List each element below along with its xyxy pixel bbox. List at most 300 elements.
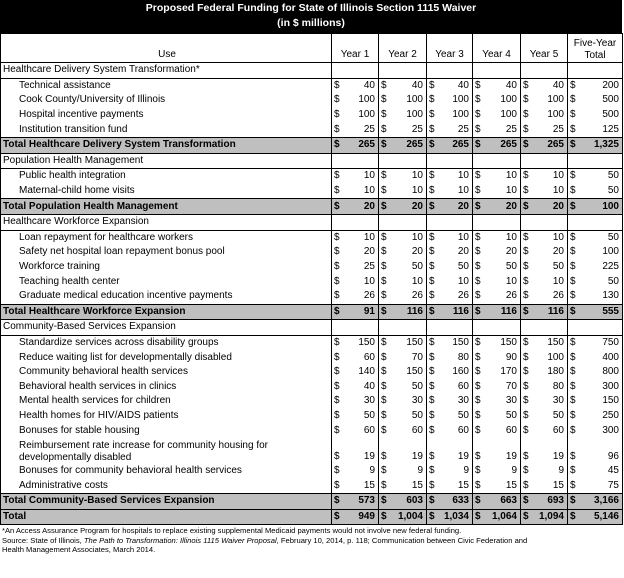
currency-symbol: $: [570, 123, 576, 135]
money-value: [473, 336, 520, 350]
value-cell: [568, 230, 623, 245]
value-cell: [473, 494, 521, 510]
amount: 60: [457, 424, 469, 436]
value-cell: [332, 108, 379, 123]
section-row: [1, 63, 623, 79]
value-cell: [473, 304, 521, 320]
value-cell: [521, 122, 568, 137]
amount: 10: [363, 170, 375, 182]
value-cell: [379, 379, 427, 394]
value-cell: [521, 365, 568, 380]
money-value: [379, 305, 426, 319]
currency-symbol: $: [570, 94, 576, 106]
money-value: [332, 184, 378, 198]
value-cell: [568, 335, 623, 350]
money-value: [379, 108, 426, 122]
value-cell: [332, 350, 379, 365]
section-empty-cell: [568, 153, 623, 169]
amount: 150: [406, 366, 423, 378]
value-cell: [473, 274, 521, 289]
amount: 50: [552, 261, 564, 273]
value-cell: [332, 478, 379, 493]
header-year-2: Year 2: [379, 34, 427, 63]
value-cell: [521, 438, 568, 464]
currency-symbol: $: [475, 79, 481, 91]
grand-total-row: [1, 509, 623, 525]
row-label: Reduce waiting list for developmentally disabled: [1, 350, 332, 365]
value-cell: [427, 108, 473, 123]
money-value: [332, 123, 378, 137]
amount: 15: [411, 479, 423, 491]
value-cell: [379, 184, 427, 199]
currency-symbol: $: [429, 510, 435, 522]
currency-symbol: $: [523, 465, 529, 477]
value-cell: [427, 494, 473, 510]
value-cell: [379, 289, 427, 304]
currency-symbol: $: [475, 275, 481, 287]
row-label: Teaching health center: [1, 274, 332, 289]
money-value: [332, 464, 378, 478]
table-row: [1, 478, 623, 493]
money-value: [568, 479, 622, 493]
value-cell: [473, 509, 521, 525]
amount: 60: [411, 424, 423, 436]
value-cell: [473, 169, 521, 184]
currency-symbol: $: [381, 380, 387, 392]
currency-symbol: $: [570, 380, 576, 392]
currency-symbol: $: [523, 275, 529, 287]
currency-symbol: $: [334, 305, 340, 317]
currency-symbol: $: [570, 495, 576, 507]
money-value: [473, 138, 520, 152]
amount: 70: [505, 380, 517, 392]
value-cell: [427, 274, 473, 289]
value-cell: [521, 335, 568, 350]
currency-symbol: $: [334, 170, 340, 182]
amount: 60: [552, 424, 564, 436]
row-label: Workforce training: [1, 260, 332, 275]
money-value: [568, 365, 622, 379]
currency-symbol: $: [475, 495, 481, 507]
amount: 30: [505, 395, 517, 407]
currency-symbol: $: [381, 79, 387, 91]
amount: 60: [363, 424, 375, 436]
amount: 100: [452, 109, 469, 121]
currency-symbol: $: [475, 185, 481, 197]
money-value: [379, 289, 426, 303]
amount: 130: [602, 290, 619, 302]
currency-symbol: $: [334, 424, 340, 436]
money-value: [379, 479, 426, 493]
currency-symbol: $: [475, 465, 481, 477]
row-label: Mental health services for children: [1, 394, 332, 409]
amount: 265: [406, 139, 423, 151]
value-cell: [332, 289, 379, 304]
currency-symbol: $: [475, 290, 481, 302]
money-value: [568, 138, 622, 152]
amount: 125: [602, 123, 619, 135]
section-empty-cell: [332, 153, 379, 169]
value-cell: [332, 260, 379, 275]
table-row: [1, 409, 623, 424]
currency-symbol: $: [523, 380, 529, 392]
row-label: Cook County/University of Illinois: [1, 93, 332, 108]
currency-symbol: $: [475, 170, 481, 182]
amount: 20: [411, 246, 423, 258]
value-cell: [332, 335, 379, 350]
money-value: [521, 424, 567, 438]
value-cell: [379, 438, 427, 464]
currency-symbol: $: [429, 94, 435, 106]
amount: 60: [363, 351, 375, 363]
money-value: [473, 260, 520, 274]
value-cell: [332, 409, 379, 424]
money-value: [521, 380, 567, 394]
currency-symbol: $: [523, 450, 529, 462]
value-cell: [473, 409, 521, 424]
amount: 19: [552, 450, 564, 462]
amount: 20: [363, 246, 375, 258]
value-cell: [521, 494, 568, 510]
value-cell: [332, 423, 379, 438]
currency-symbol: $: [570, 510, 576, 522]
source-line-2: Health Management Associates, March 2014.: [2, 545, 156, 555]
money-value: [379, 169, 426, 183]
currency-symbol: $: [570, 231, 576, 243]
value-cell: [379, 350, 427, 365]
currency-symbol: $: [523, 395, 529, 407]
currency-symbol: $: [523, 424, 529, 436]
money-value: [473, 305, 520, 319]
amount: 50: [505, 409, 517, 421]
currency-symbol: $: [570, 336, 576, 348]
value-cell: [427, 169, 473, 184]
value-cell: [568, 274, 623, 289]
amount: 91: [363, 305, 375, 317]
table-row: [1, 464, 623, 479]
money-value: [427, 231, 472, 245]
value-cell: [427, 365, 473, 380]
value-cell: [427, 184, 473, 199]
value-cell: [427, 199, 473, 215]
section-empty-cell: [521, 214, 568, 230]
currency-symbol: $: [429, 351, 435, 363]
value-cell: [473, 137, 521, 153]
value-cell: [473, 365, 521, 380]
value-cell: [427, 394, 473, 409]
money-value: [521, 479, 567, 493]
currency-symbol: $: [429, 305, 435, 317]
currency-symbol: $: [475, 351, 481, 363]
currency-symbol: $: [334, 246, 340, 258]
title-line-2: (in $ millions): [277, 17, 345, 29]
amount: 100: [602, 200, 619, 212]
section-empty-cell: [332, 63, 379, 79]
money-value: [473, 380, 520, 394]
amount: 265: [452, 139, 469, 151]
currency-symbol: $: [334, 366, 340, 378]
currency-symbol: $: [523, 123, 529, 135]
currency-symbol: $: [570, 424, 576, 436]
value-cell: [521, 304, 568, 320]
amount: 150: [547, 336, 564, 348]
amount: 75: [607, 479, 619, 491]
amount: 1,325: [593, 139, 619, 151]
money-value: [332, 450, 378, 464]
currency-symbol: $: [429, 79, 435, 91]
row-label: Behavioral health services in clinics: [1, 379, 332, 394]
value-cell: [521, 78, 568, 93]
money-value: [332, 169, 378, 183]
amount: 10: [505, 170, 517, 182]
currency-symbol: $: [381, 351, 387, 363]
money-value: [568, 231, 622, 245]
total-row: [1, 199, 623, 215]
amount: 200: [602, 79, 619, 91]
amount: 20: [457, 200, 469, 212]
value-cell: [521, 137, 568, 153]
amount: 60: [505, 424, 517, 436]
money-value: [427, 510, 472, 524]
money-value: [379, 184, 426, 198]
value-cell: [427, 78, 473, 93]
value-cell: [568, 260, 623, 275]
currency-symbol: $: [570, 246, 576, 258]
money-value: [473, 351, 520, 365]
amount: 10: [552, 185, 564, 197]
value-cell: [521, 464, 568, 479]
section-empty-cell: [473, 214, 521, 230]
table-row: [1, 350, 623, 365]
amount: 26: [411, 290, 423, 302]
value-cell: [473, 394, 521, 409]
value-cell: [332, 230, 379, 245]
currency-symbol: $: [570, 366, 576, 378]
money-value: [473, 464, 520, 478]
value-cell: [332, 464, 379, 479]
currency-symbol: $: [523, 479, 529, 491]
currency-symbol: $: [429, 261, 435, 273]
money-value: [332, 479, 378, 493]
currency-symbol: $: [334, 79, 340, 91]
value-cell: [473, 260, 521, 275]
value-cell: [332, 122, 379, 137]
currency-symbol: $: [334, 450, 340, 462]
value-cell: [521, 289, 568, 304]
value-cell: [473, 350, 521, 365]
value-cell: [427, 289, 473, 304]
currency-symbol: $: [475, 336, 481, 348]
amount: 10: [505, 231, 517, 243]
amount: 100: [452, 94, 469, 106]
amount: 40: [457, 79, 469, 91]
value-cell: [473, 438, 521, 464]
money-value: [568, 394, 622, 408]
value-cell: [427, 379, 473, 394]
value-cell: [473, 199, 521, 215]
currency-symbol: $: [475, 305, 481, 317]
currency-symbol: $: [334, 409, 340, 421]
currency-symbol: $: [523, 185, 529, 197]
amount: 100: [358, 109, 375, 121]
amount: 15: [505, 479, 517, 491]
currency-symbol: $: [475, 424, 481, 436]
currency-symbol: $: [475, 139, 481, 151]
money-value: [427, 138, 472, 152]
amount: 20: [552, 246, 564, 258]
currency-symbol: $: [381, 200, 387, 212]
value-cell: [332, 245, 379, 260]
value-cell: [379, 509, 427, 525]
amount: 1,094: [538, 510, 564, 522]
amount: 10: [363, 185, 375, 197]
money-value: [427, 275, 472, 289]
table-row: [1, 245, 623, 260]
money-value: [568, 275, 622, 289]
money-value: [521, 409, 567, 423]
report-title: [0, 0, 622, 33]
value-cell: [379, 464, 427, 479]
value-cell: [332, 169, 379, 184]
money-value: [473, 365, 520, 379]
money-value: [568, 409, 622, 423]
amount: 30: [363, 395, 375, 407]
money-value: [332, 93, 378, 107]
value-cell: [427, 423, 473, 438]
value-cell: [379, 304, 427, 320]
currency-symbol: $: [523, 495, 529, 507]
value-cell: [379, 245, 427, 260]
amount: 265: [358, 139, 375, 151]
money-value: [521, 169, 567, 183]
amount: 10: [505, 275, 517, 287]
value-cell: [521, 230, 568, 245]
currency-symbol: $: [570, 275, 576, 287]
currency-symbol: $: [570, 79, 576, 91]
row-label: Standardize services across disability groups: [1, 335, 332, 350]
money-value: [568, 289, 622, 303]
money-value: [332, 424, 378, 438]
currency-symbol: $: [475, 261, 481, 273]
value-cell: [568, 394, 623, 409]
amount: 50: [457, 261, 469, 273]
value-cell: [568, 509, 623, 525]
amount: 400: [602, 351, 619, 363]
currency-symbol: $: [381, 170, 387, 182]
currency-symbol: $: [381, 275, 387, 287]
money-value: [568, 351, 622, 365]
row-label: Community behavioral health services: [1, 365, 332, 380]
money-value: [473, 231, 520, 245]
amount: 15: [457, 479, 469, 491]
value-cell: [332, 304, 379, 320]
amount: 10: [552, 275, 564, 287]
money-value: [427, 289, 472, 303]
money-value: [521, 200, 567, 214]
value-cell: [568, 169, 623, 184]
table-row: [1, 78, 623, 93]
money-value: [568, 510, 622, 524]
value-cell: [332, 274, 379, 289]
section-empty-cell: [332, 320, 379, 336]
table-row: [1, 379, 623, 394]
value-cell: [379, 274, 427, 289]
currency-symbol: $: [475, 109, 481, 121]
total-row: [1, 137, 623, 153]
currency-symbol: $: [429, 495, 435, 507]
amount: 170: [500, 366, 517, 378]
value-cell: [427, 93, 473, 108]
amount: 15: [552, 479, 564, 491]
money-value: [379, 93, 426, 107]
money-value: [427, 336, 472, 350]
section-empty-cell: [568, 63, 623, 79]
money-value: [521, 289, 567, 303]
currency-symbol: $: [570, 200, 576, 212]
money-value: [332, 245, 378, 259]
value-cell: [379, 478, 427, 493]
section-empty-cell: [427, 214, 473, 230]
currency-symbol: $: [381, 109, 387, 121]
total-label: Total Community-Based Services Expansion: [1, 494, 332, 510]
money-value: [521, 351, 567, 365]
currency-symbol: $: [570, 479, 576, 491]
section-label: Healthcare Workforce Expansion: [1, 214, 332, 230]
currency-symbol: $: [429, 139, 435, 151]
money-value: [332, 231, 378, 245]
money-value: [521, 464, 567, 478]
value-cell: [521, 260, 568, 275]
row-label: Institution transition fund: [1, 122, 332, 137]
amount: 19: [505, 450, 517, 462]
header-five-year-line1: Five-Year: [573, 38, 617, 49]
amount: 1,004: [397, 510, 423, 522]
amount: 10: [552, 231, 564, 243]
value-cell: [427, 438, 473, 464]
amount: 50: [457, 409, 469, 421]
money-value: [379, 365, 426, 379]
value-cell: [521, 350, 568, 365]
value-cell: [332, 365, 379, 380]
currency-symbol: $: [429, 275, 435, 287]
value-cell: [568, 350, 623, 365]
currency-symbol: $: [334, 510, 340, 522]
money-value: [427, 494, 472, 508]
amount: 100: [602, 246, 619, 258]
value-cell: [568, 423, 623, 438]
value-cell: [379, 137, 427, 153]
value-cell: [568, 379, 623, 394]
row-label: Loan repayment for healthcare workers: [1, 230, 332, 245]
currency-symbol: $: [381, 94, 387, 106]
currency-symbol: $: [381, 123, 387, 135]
section-empty-cell: [521, 153, 568, 169]
money-value: [473, 289, 520, 303]
section-empty-cell: [379, 320, 427, 336]
money-value: [521, 245, 567, 259]
amount: 9: [511, 465, 517, 477]
currency-symbol: $: [334, 351, 340, 363]
currency-symbol: $: [381, 395, 387, 407]
value-cell: [568, 137, 623, 153]
value-cell: [427, 260, 473, 275]
currency-symbol: $: [334, 290, 340, 302]
currency-symbol: $: [523, 336, 529, 348]
money-value: [427, 305, 472, 319]
amount: 750: [602, 336, 619, 348]
money-value: [521, 275, 567, 289]
amount: 80: [552, 380, 564, 392]
